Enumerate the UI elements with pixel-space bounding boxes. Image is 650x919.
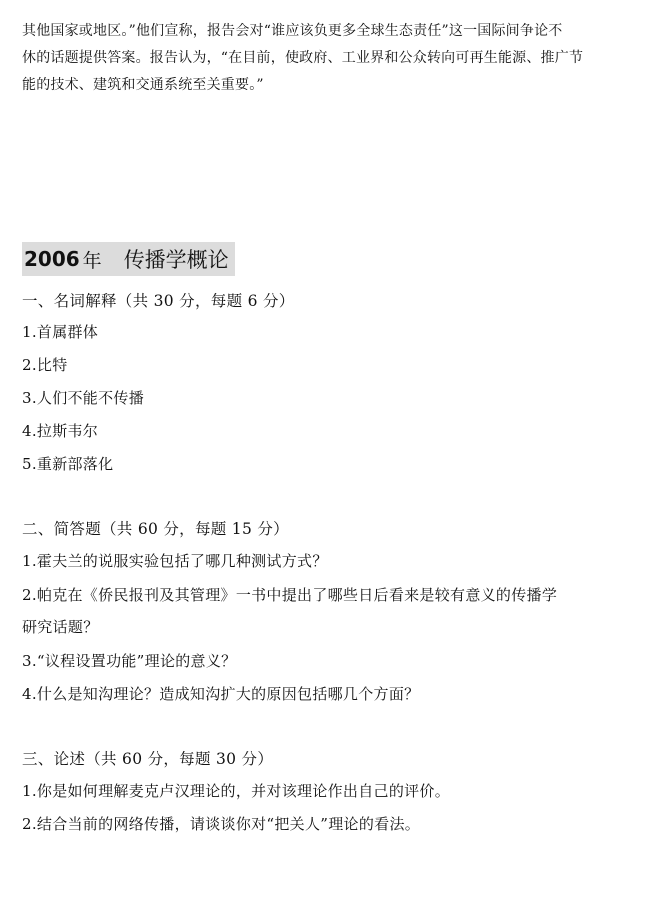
question-item: 4.什么是知沟理论？造成知沟扩大的原因包括哪几个方面？ [22,685,420,703]
intro-line: 休的话题提供答案。报告认为，“在目前，使政府、工业界和公众转向可再生能源、推广节 [22,50,584,66]
section-heading: 三、论述（共 60 分，每题 30 分） [22,750,274,768]
section-heading: 一、名词解释（共 30 分，每题 6 分） [22,292,295,310]
question-item: 3.人们不能不传播 [22,389,145,407]
question-item: 2.帕克在《侨民报刊及其管理》一书中提出了哪些日后看来是较有意义的传播学 [22,586,558,604]
question-item: 3.“议程设置功能”理论的意义？ [22,652,237,670]
intro-paragraph [22,18,630,99]
question-item: 1.你是如何理解麦克卢汉理论的，并对该理论作出自己的评价。 [22,782,451,800]
question-item: 2.比特 [22,356,68,374]
title-subject: 传播学概论 [123,248,229,272]
intro-line: 其他国家或地区。”他们宣称，报告会对“谁应该负更多全球生态责任”这一国际间争论不 [22,23,563,39]
question-item: 2.结合当前的网络传播，请谈谈你对“把关人”理论的看法。 [22,815,421,833]
title-year-suffix: 年 [82,249,102,272]
exam-title [22,242,235,276]
intro-line: 能的技术、建筑和交通系统至关重要。” [22,77,264,93]
question-item-continuation: 研究话题？ [22,618,99,636]
question-item: 5.重新部落化 [22,455,114,473]
question-item: 1.霍夫兰的说服实验包括了哪几种测试方式？ [22,552,328,570]
question-item: 4.拉斯韦尔 [22,422,99,440]
section-heading: 二、简答题（共 60 分，每题 15 分） [22,520,289,538]
question-item: 1.首属群体 [22,323,99,341]
title-year: 2006 [24,247,80,271]
